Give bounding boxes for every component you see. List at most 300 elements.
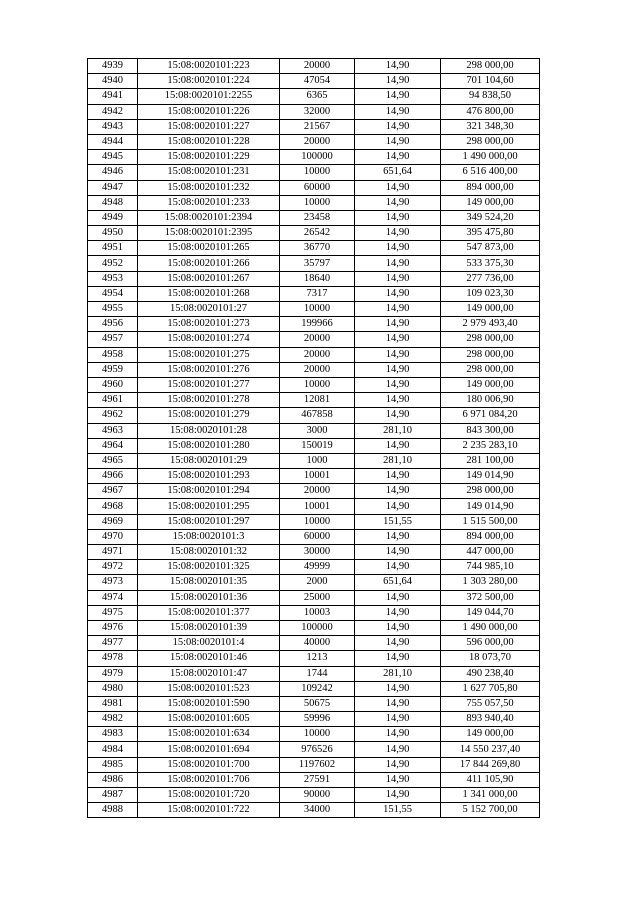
rate-cell: 14,90 (355, 150, 441, 165)
table-row (88, 241, 540, 256)
row-number-cell: 4983 (88, 727, 138, 742)
rate-cell: 14,90 (355, 210, 441, 225)
cadastral-number-cell: 15:08:0020101:35 (138, 575, 280, 590)
cadastral-number-cell: 15:08:0020101:2395 (138, 226, 280, 241)
rate-cell: 14,90 (355, 119, 441, 134)
value-cell: 349 524,20 (441, 210, 540, 225)
value-cell: 149 044,70 (441, 605, 540, 620)
table-row (88, 393, 540, 408)
row-number-cell: 4980 (88, 681, 138, 696)
cadastral-number-cell: 15:08:0020101:226 (138, 104, 280, 119)
rate-cell: 14,90 (355, 727, 441, 742)
area-cell: 10000 (280, 165, 355, 180)
cadastral-number-cell: 15:08:0020101:294 (138, 484, 280, 499)
row-number-cell: 4976 (88, 620, 138, 635)
rate-cell: 14,90 (355, 332, 441, 347)
cadastral-number-cell: 15:08:0020101:231 (138, 165, 280, 180)
cadastral-number-cell: 15:08:0020101:273 (138, 317, 280, 332)
rate-cell: 14,90 (355, 696, 441, 711)
row-number-cell: 4977 (88, 636, 138, 651)
row-number-cell: 4946 (88, 165, 138, 180)
cadastral-number-cell: 15:08:0020101:590 (138, 696, 280, 711)
cadastral-number-cell: 15:08:0020101:2394 (138, 210, 280, 225)
cadastral-number-cell: 15:08:0020101:223 (138, 59, 280, 74)
rate-cell: 14,90 (355, 256, 441, 271)
rate-cell: 151,55 (355, 514, 441, 529)
cadastral-number-cell: 15:08:0020101:694 (138, 742, 280, 757)
table-row (88, 119, 540, 134)
value-cell: 1 490 000,00 (441, 150, 540, 165)
table-row (88, 59, 540, 74)
rate-cell: 14,90 (355, 347, 441, 362)
area-cell: 1197602 (280, 757, 355, 772)
row-number-cell: 4982 (88, 712, 138, 727)
row-number-cell: 4967 (88, 484, 138, 499)
area-cell: 199966 (280, 317, 355, 332)
row-number-cell: 4978 (88, 651, 138, 666)
cadastral-number-cell: 15:08:0020101:36 (138, 590, 280, 605)
area-cell: 1000 (280, 453, 355, 468)
row-number-cell: 4970 (88, 529, 138, 544)
value-cell: 755 057,50 (441, 696, 540, 711)
row-number-cell: 4954 (88, 286, 138, 301)
value-cell: 411 105,90 (441, 772, 540, 787)
table-row (88, 150, 540, 165)
table-row (88, 590, 540, 605)
cadastral-number-cell: 15:08:0020101:268 (138, 286, 280, 301)
value-cell: 1 303 280,00 (441, 575, 540, 590)
area-cell: 1213 (280, 651, 355, 666)
value-cell: 547 873,00 (441, 241, 540, 256)
row-number-cell: 4957 (88, 332, 138, 347)
area-cell: 34000 (280, 803, 355, 818)
area-cell: 10001 (280, 499, 355, 514)
rate-cell: 14,90 (355, 408, 441, 423)
table-row (88, 712, 540, 727)
rate-cell: 14,90 (355, 180, 441, 195)
cadastral-number-cell: 15:08:0020101:274 (138, 332, 280, 347)
value-cell: 298 000,00 (441, 134, 540, 149)
rate-cell: 14,90 (355, 89, 441, 104)
row-number-cell: 4953 (88, 271, 138, 286)
rate-cell: 651,64 (355, 165, 441, 180)
area-cell: 47054 (280, 74, 355, 89)
table-row (88, 256, 540, 271)
rate-cell: 14,90 (355, 529, 441, 544)
value-cell: 894 000,00 (441, 180, 540, 195)
cadastral-number-cell: 15:08:0020101:46 (138, 651, 280, 666)
area-cell: 40000 (280, 636, 355, 651)
rate-cell: 14,90 (355, 134, 441, 149)
value-cell: 18 073,70 (441, 651, 540, 666)
land-registry-table (87, 58, 540, 818)
value-cell: 596 000,00 (441, 636, 540, 651)
table-row (88, 757, 540, 772)
row-number-cell: 4969 (88, 514, 138, 529)
area-cell: 10000 (280, 727, 355, 742)
value-cell: 14 550 237,40 (441, 742, 540, 757)
value-cell: 298 000,00 (441, 59, 540, 74)
area-cell: 35797 (280, 256, 355, 271)
value-cell: 149 000,00 (441, 302, 540, 317)
value-cell: 149 000,00 (441, 727, 540, 742)
rate-cell: 14,90 (355, 271, 441, 286)
area-cell: 27591 (280, 772, 355, 787)
row-number-cell: 4945 (88, 150, 138, 165)
table-row (88, 772, 540, 787)
row-number-cell: 4972 (88, 560, 138, 575)
value-cell: 1 490 000,00 (441, 620, 540, 635)
area-cell: 100000 (280, 150, 355, 165)
rate-cell: 14,90 (355, 438, 441, 453)
area-cell: 10000 (280, 195, 355, 210)
value-cell: 298 000,00 (441, 362, 540, 377)
rate-cell: 14,90 (355, 499, 441, 514)
cadastral-number-cell: 15:08:0020101:3 (138, 529, 280, 544)
table-row (88, 74, 540, 89)
rate-cell: 14,90 (355, 241, 441, 256)
area-cell: 10003 (280, 605, 355, 620)
cadastral-number-cell: 15:08:0020101:722 (138, 803, 280, 818)
cadastral-number-cell: 15:08:0020101:2255 (138, 89, 280, 104)
rate-cell: 14,90 (355, 226, 441, 241)
area-cell: 26542 (280, 226, 355, 241)
cadastral-number-cell: 15:08:0020101:47 (138, 666, 280, 681)
value-cell: 298 000,00 (441, 484, 540, 499)
table-row (88, 514, 540, 529)
cadastral-number-cell: 15:08:0020101:297 (138, 514, 280, 529)
table-row (88, 696, 540, 711)
rate-cell: 14,90 (355, 302, 441, 317)
area-cell: 50675 (280, 696, 355, 711)
cadastral-number-cell: 15:08:0020101:293 (138, 469, 280, 484)
area-cell: 20000 (280, 59, 355, 74)
row-number-cell: 4939 (88, 59, 138, 74)
rate-cell: 14,90 (355, 757, 441, 772)
cadastral-number-cell: 15:08:0020101:228 (138, 134, 280, 149)
area-cell: 32000 (280, 104, 355, 119)
value-cell: 533 375,30 (441, 256, 540, 271)
value-cell: 1 341 000,00 (441, 788, 540, 803)
area-cell: 6365 (280, 89, 355, 104)
cadastral-number-cell: 15:08:0020101:267 (138, 271, 280, 286)
value-cell: 5 152 700,00 (441, 803, 540, 818)
rate-cell: 14,90 (355, 712, 441, 727)
table-row (88, 195, 540, 210)
row-number-cell: 4986 (88, 772, 138, 787)
area-cell: 20000 (280, 134, 355, 149)
row-number-cell: 4962 (88, 408, 138, 423)
cadastral-number-cell: 15:08:0020101:232 (138, 180, 280, 195)
table-row (88, 332, 540, 347)
table-row (88, 362, 540, 377)
rate-cell: 281,10 (355, 666, 441, 681)
rate-cell: 14,90 (355, 393, 441, 408)
value-cell: 843 300,00 (441, 423, 540, 438)
row-number-cell: 4968 (88, 499, 138, 514)
rate-cell: 14,90 (355, 484, 441, 499)
rate-cell: 14,90 (355, 620, 441, 635)
rate-cell: 14,90 (355, 286, 441, 301)
row-number-cell: 4952 (88, 256, 138, 271)
cadastral-number-cell: 15:08:0020101:28 (138, 423, 280, 438)
row-number-cell: 4961 (88, 393, 138, 408)
area-cell: 36770 (280, 241, 355, 256)
area-cell: 1744 (280, 666, 355, 681)
rate-cell: 14,90 (355, 195, 441, 210)
table-row (88, 286, 540, 301)
value-cell: 6 971 084,20 (441, 408, 540, 423)
value-cell: 372 500,00 (441, 590, 540, 605)
table-row (88, 317, 540, 332)
table-row (88, 408, 540, 423)
area-cell: 150019 (280, 438, 355, 453)
table-row (88, 165, 540, 180)
value-cell: 277 736,00 (441, 271, 540, 286)
area-cell: 25000 (280, 590, 355, 605)
value-cell: 893 940,40 (441, 712, 540, 727)
row-number-cell: 4965 (88, 453, 138, 468)
row-number-cell: 4984 (88, 742, 138, 757)
area-cell: 60000 (280, 180, 355, 195)
value-cell: 281 100,00 (441, 453, 540, 468)
table-row (88, 727, 540, 742)
rate-cell: 14,90 (355, 317, 441, 332)
row-number-cell: 4973 (88, 575, 138, 590)
table-row (88, 620, 540, 635)
value-cell: 1 515 500,00 (441, 514, 540, 529)
table-row (88, 226, 540, 241)
rate-cell: 14,90 (355, 590, 441, 605)
rate-cell: 14,90 (355, 377, 441, 392)
rate-cell: 14,90 (355, 469, 441, 484)
area-cell: 49999 (280, 560, 355, 575)
row-number-cell: 4949 (88, 210, 138, 225)
row-number-cell: 4960 (88, 377, 138, 392)
value-cell: 321 348,30 (441, 119, 540, 134)
rate-cell: 14,90 (355, 651, 441, 666)
area-cell: 976526 (280, 742, 355, 757)
cadastral-number-cell: 15:08:0020101:295 (138, 499, 280, 514)
table-row (88, 438, 540, 453)
value-cell: 109 023,30 (441, 286, 540, 301)
value-cell: 1 627 705,80 (441, 681, 540, 696)
table-row (88, 605, 540, 620)
area-cell: 109242 (280, 681, 355, 696)
table-row (88, 271, 540, 286)
row-number-cell: 4959 (88, 362, 138, 377)
rate-cell: 151,55 (355, 803, 441, 818)
row-number-cell: 4975 (88, 605, 138, 620)
table-row (88, 377, 540, 392)
cadastral-number-cell: 15:08:0020101:280 (138, 438, 280, 453)
value-cell: 447 000,00 (441, 545, 540, 560)
rate-cell: 14,90 (355, 545, 441, 560)
value-cell: 17 844 269,80 (441, 757, 540, 772)
area-cell: 2000 (280, 575, 355, 590)
area-cell: 100000 (280, 620, 355, 635)
cadastral-number-cell: 15:08:0020101:29 (138, 453, 280, 468)
table-row (88, 104, 540, 119)
rate-cell: 14,90 (355, 742, 441, 757)
value-cell: 149 014,90 (441, 499, 540, 514)
rate-cell: 14,90 (355, 104, 441, 119)
rate-cell: 281,10 (355, 453, 441, 468)
table-row (88, 484, 540, 499)
row-number-cell: 4987 (88, 788, 138, 803)
table-row (88, 210, 540, 225)
table-row (88, 529, 540, 544)
row-number-cell: 4966 (88, 469, 138, 484)
table-row (88, 134, 540, 149)
row-number-cell: 4948 (88, 195, 138, 210)
area-cell: 20000 (280, 484, 355, 499)
table-row (88, 788, 540, 803)
row-number-cell: 4963 (88, 423, 138, 438)
table-row (88, 469, 540, 484)
value-cell: 395 475,80 (441, 226, 540, 241)
cadastral-number-cell: 15:08:0020101:377 (138, 605, 280, 620)
area-cell: 20000 (280, 332, 355, 347)
rate-cell: 14,90 (355, 788, 441, 803)
rate-cell: 14,90 (355, 560, 441, 575)
table-row (88, 803, 540, 818)
cadastral-number-cell: 15:08:0020101:706 (138, 772, 280, 787)
area-cell: 30000 (280, 545, 355, 560)
cadastral-number-cell: 15:08:0020101:224 (138, 74, 280, 89)
table-row (88, 575, 540, 590)
table-row (88, 545, 540, 560)
area-cell: 3000 (280, 423, 355, 438)
row-number-cell: 4971 (88, 545, 138, 560)
registry-table-body (88, 59, 540, 818)
row-number-cell: 4955 (88, 302, 138, 317)
cadastral-number-cell: 15:08:0020101:720 (138, 788, 280, 803)
cadastral-number-cell: 15:08:0020101:523 (138, 681, 280, 696)
row-number-cell: 4956 (88, 317, 138, 332)
area-cell: 12081 (280, 393, 355, 408)
rate-cell: 14,90 (355, 772, 441, 787)
value-cell: 490 238,40 (441, 666, 540, 681)
cadastral-number-cell: 15:08:0020101:233 (138, 195, 280, 210)
cadastral-number-cell: 15:08:0020101:275 (138, 347, 280, 362)
row-number-cell: 4951 (88, 241, 138, 256)
cadastral-number-cell: 15:08:0020101:229 (138, 150, 280, 165)
value-cell: 701 104,60 (441, 74, 540, 89)
value-cell: 149 000,00 (441, 195, 540, 210)
row-number-cell: 4985 (88, 757, 138, 772)
row-number-cell: 4981 (88, 696, 138, 711)
value-cell: 180 006,90 (441, 393, 540, 408)
value-cell: 744 985,10 (441, 560, 540, 575)
row-number-cell: 4941 (88, 89, 138, 104)
rate-cell: 14,90 (355, 59, 441, 74)
table-row (88, 636, 540, 651)
cadastral-number-cell: 15:08:0020101:700 (138, 757, 280, 772)
area-cell: 90000 (280, 788, 355, 803)
row-number-cell: 4942 (88, 104, 138, 119)
rate-cell: 14,90 (355, 362, 441, 377)
row-number-cell: 4958 (88, 347, 138, 362)
cadastral-number-cell: 15:08:0020101:32 (138, 545, 280, 560)
cadastral-number-cell: 15:08:0020101:634 (138, 727, 280, 742)
table-row (88, 453, 540, 468)
area-cell: 18640 (280, 271, 355, 286)
table-row (88, 681, 540, 696)
row-number-cell: 4940 (88, 74, 138, 89)
rate-cell: 14,90 (355, 605, 441, 620)
cadastral-number-cell: 15:08:0020101:39 (138, 620, 280, 635)
cadastral-number-cell: 15:08:0020101:605 (138, 712, 280, 727)
rate-cell: 14,90 (355, 681, 441, 696)
row-number-cell: 4988 (88, 803, 138, 818)
row-number-cell: 4943 (88, 119, 138, 134)
table-row (88, 499, 540, 514)
value-cell: 2 979 493,40 (441, 317, 540, 332)
row-number-cell: 4947 (88, 180, 138, 195)
table-row (88, 742, 540, 757)
table-row (88, 666, 540, 681)
row-number-cell: 4974 (88, 590, 138, 605)
table-row (88, 89, 540, 104)
area-cell: 10001 (280, 469, 355, 484)
value-cell: 94 838,50 (441, 89, 540, 104)
table-row (88, 180, 540, 195)
area-cell: 10000 (280, 302, 355, 317)
cadastral-number-cell: 15:08:0020101:266 (138, 256, 280, 271)
row-number-cell: 4979 (88, 666, 138, 681)
value-cell: 298 000,00 (441, 332, 540, 347)
cadastral-number-cell: 15:08:0020101:265 (138, 241, 280, 256)
value-cell: 476 800,00 (441, 104, 540, 119)
cadastral-number-cell: 15:08:0020101:227 (138, 119, 280, 134)
rate-cell: 281,10 (355, 423, 441, 438)
area-cell: 23458 (280, 210, 355, 225)
value-cell: 6 516 400,00 (441, 165, 540, 180)
cadastral-number-cell: 15:08:0020101:279 (138, 408, 280, 423)
value-cell: 149 000,00 (441, 377, 540, 392)
table-row (88, 560, 540, 575)
area-cell: 10000 (280, 514, 355, 529)
table-row (88, 423, 540, 438)
table-row (88, 651, 540, 666)
table-row (88, 347, 540, 362)
row-number-cell: 4950 (88, 226, 138, 241)
area-cell: 7317 (280, 286, 355, 301)
area-cell: 10000 (280, 377, 355, 392)
rate-cell: 14,90 (355, 636, 441, 651)
cadastral-number-cell: 15:08:0020101:276 (138, 362, 280, 377)
row-number-cell: 4944 (88, 134, 138, 149)
value-cell: 894 000,00 (441, 529, 540, 544)
row-number-cell: 4964 (88, 438, 138, 453)
area-cell: 20000 (280, 362, 355, 377)
value-cell: 298 000,00 (441, 347, 540, 362)
cadastral-number-cell: 15:08:0020101:27 (138, 302, 280, 317)
cadastral-number-cell: 15:08:0020101:277 (138, 377, 280, 392)
area-cell: 467858 (280, 408, 355, 423)
cadastral-number-cell: 15:08:0020101:278 (138, 393, 280, 408)
value-cell: 2 235 283,10 (441, 438, 540, 453)
area-cell: 20000 (280, 347, 355, 362)
cadastral-number-cell: 15:08:0020101:4 (138, 636, 280, 651)
value-cell: 149 014,90 (441, 469, 540, 484)
area-cell: 60000 (280, 529, 355, 544)
rate-cell: 651,64 (355, 575, 441, 590)
cadastral-number-cell: 15:08:0020101:325 (138, 560, 280, 575)
area-cell: 59996 (280, 712, 355, 727)
area-cell: 21567 (280, 119, 355, 134)
